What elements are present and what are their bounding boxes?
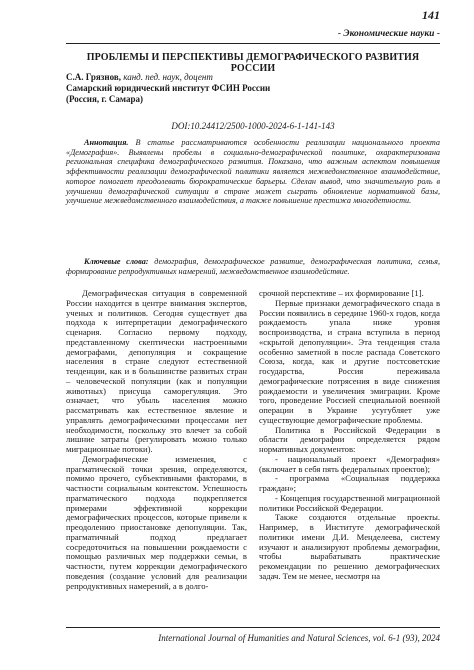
author-degree: канд. пед. наук, доцент bbox=[123, 72, 213, 82]
list-item: - программа «Социальная поддержка граждан»; bbox=[259, 473, 440, 493]
section-label: - Экономические науки - bbox=[337, 29, 440, 39]
author-block bbox=[66, 72, 270, 105]
abstract-label: Аннотация. bbox=[84, 138, 129, 147]
abstract-text: В статье рассматриваются особенности реализации национального проекта «Демография». Выявлены пробелы в социально-демографической политике, охарактеризована региональная специфика демографического развития. Показано, что важным аспектом повышения эффективности реализации демографической политики является межведомственное взаимодействие, которое помогает преодолевать бюрократические барьеры. Сделан вывод, что значительную роль в улучшении демографической ситуации в стране может сыграть обновление нормативной базы, улучшение межведомственного взаимодействия, а также повышение престижа многодетности. bbox=[66, 138, 440, 206]
journal-footer: International Journal of Humanities and Natural Sciences, vol. 6-1 (93), 2024 bbox=[158, 633, 440, 643]
author-location: (Россия, г. Самара) bbox=[66, 94, 143, 104]
paragraph: Демографические изменения, с прагматической точки зрения, определяются, помимо прочего, субъективными факторами, в частности социальным контекстом. Успешность прагматического подхода подкрепляется примерами эффективной коррекции демографических процессов, которые привели к преодолению приостановке депопуляции. Так, прагматичный подход предлагает сосредоточиться на повышении рождаемости с помощью различных мер поддержки семьи, в частности, путем коррекции демографического поведения (создание условий для реализации репродуктивных намерений, а в долго- bbox=[66, 453, 247, 591]
keywords bbox=[66, 257, 440, 276]
keywords-text: демография, демографическое развитие, демографическая политика, семья, формирование репродуктивных намерений, межведомственное взаимодействие. bbox=[66, 257, 440, 276]
body-column-left bbox=[66, 289, 247, 591]
body-column-right bbox=[259, 289, 440, 582]
paragraph: срочной перспективе – их формирование [1]. bbox=[259, 288, 424, 298]
doi: DOI:10.24412/2500-1000-2024-6-1-141-143 bbox=[171, 121, 335, 131]
author-name: С.А. Грязнов, bbox=[66, 72, 121, 82]
paragraph: Первые признаки демографического спада в России появились в середине 1960-х годов, когда рождаемость упала ниже уровня воспроизводства, и страна вступила в период «скрытой депопуляции». Эта тенденция стала особенно заметной в после распада Советского Союза, когда, как и другие постсоветские государства, Россия переживала демографические потрясения в виде снижения рождаемости и увеличения эмиграции. Кроме того, проведение Россией специальной военной операции в Украине усугубляет уже существующие демографические проблемы. bbox=[259, 297, 440, 425]
abstract bbox=[66, 138, 440, 206]
paragraph: Также создаются отдельные проекты. Например, в Институте демографической политики имени Д.И. Менделеева, систему изучают и анализируют проблемы демографии, чтобы вырабатывать практические рекомендации по решению демографических задач. Тем не менее, несмотря на bbox=[259, 512, 440, 581]
list-item: - национальный проект «Демография» (включает в себя пять федеральных проектов); bbox=[259, 453, 440, 474]
footer-rule bbox=[66, 627, 440, 628]
paragraph: Демографическая ситуация в современной России находится в центре внимания экспертов, ученых и политиков. Сегодня существует два подхода к интерпретации демографического сценария. Согласно первому подходу, представленному скептически настроенными демографами, депопуляция и сокращение населения в стране следуют естественной тенденции, как и в большинстве развитых стран – человеческой популяции (как и популяции животных) присуща саморегуляция. Это означает, что убыль населения можно рассматривать как естественное явление и управлять демографическими процессами нет необходимости, поскольку это влечет за собой лишние затраты (регулировать можно только миграционные потоки). bbox=[66, 288, 247, 454]
author-affiliation: Самарский юридический институт ФСИН России bbox=[66, 83, 271, 93]
list-item: - Концепция государственной миграционной политики Российской Федерации. bbox=[259, 492, 440, 513]
article-title: ПРОБЛЕМЫ И ПЕРСПЕКТИВЫ ДЕМОГРАФИЧЕСКОГО РАЗВИТИЯ РОССИИ bbox=[86, 52, 420, 74]
paragraph: Политика в Российской Федерации в области демографии определяется рядом нормативных документов: bbox=[259, 424, 440, 454]
page-number: 141 bbox=[422, 8, 440, 22]
header-rule bbox=[66, 43, 440, 44]
keywords-label: Ключевые слова: bbox=[84, 257, 149, 266]
